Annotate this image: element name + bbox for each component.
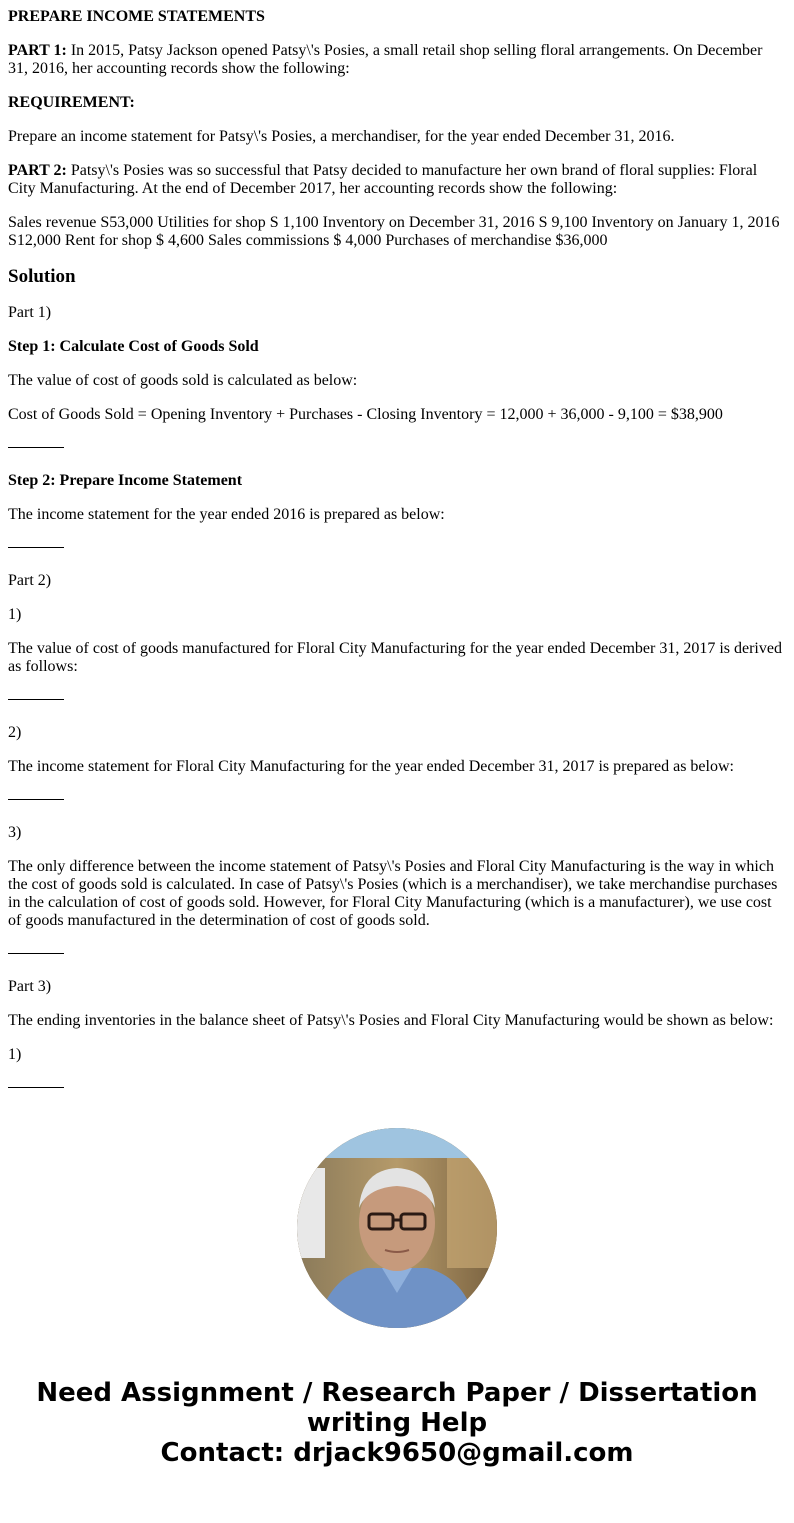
- requirement-text: Prepare an income statement for Patsy\'s Posies, a merchandiser, for the year ended December 31, 2016.: [8, 128, 675, 145]
- divider: [8, 799, 64, 800]
- part2-text: Patsy\'s Posies was so successful that Patsy decided to manufacture her own brand of floral supplies: Floral City Manufacturing. At the end of December 2017, her accounting records show the following:: [8, 162, 758, 197]
- person-portrait-icon: [297, 1128, 497, 1328]
- part2-item2-text: The income statement for Floral City Manufacturing for the year ended December 31, 2017 is prepared as below:: [8, 758, 734, 775]
- part2-item2-label: 2): [8, 724, 22, 741]
- part2-item1-label: 1): [8, 606, 22, 623]
- step1-intro: The value of cost of goods sold is calculated as below:: [8, 372, 358, 389]
- solution-heading: Solution: [8, 266, 76, 287]
- part2-item1-text: The value of cost of goods manufactured for Floral City Manufacturing for the year ended December 31, 2017 is derived as follows:: [8, 640, 782, 675]
- part1-text: In 2015, Patsy Jackson opened Patsy\'s Posies, a small retail shop selling floral arrangements. On December 31, 2016, her accounting records show the following:: [8, 42, 763, 77]
- divider: [8, 547, 64, 548]
- part2-paragraph: [8, 162, 786, 198]
- part2-solution-label: Part 2): [8, 572, 52, 589]
- promo-banner: [0, 1378, 794, 1468]
- promo-line-contact: Contact: drjack9650@gmail.com: [160, 1438, 634, 1468]
- page-title: PREPARE INCOME STATEMENTS: [8, 8, 265, 25]
- step1-formula: Cost of Goods Sold = Opening Inventory + Purchases - Closing Inventory = 12,000 + 36,000 - 9,100 = $38,900: [8, 406, 723, 423]
- divider: [8, 1087, 64, 1088]
- part1-label: PART 1:: [8, 42, 67, 59]
- part1-paragraph: [8, 42, 786, 78]
- divider: [8, 699, 64, 700]
- requirement-label-paragraph: [8, 94, 786, 112]
- part2-label: PART 2:: [8, 162, 67, 179]
- promo-line-help: Need Assignment / Research Paper / Dissertation writing Help: [36, 1378, 758, 1438]
- part3-solution-label: Part 3): [8, 978, 52, 995]
- step1-heading-paragraph: [8, 338, 786, 356]
- avatar-container: [0, 1128, 794, 1328]
- requirement-label: REQUIREMENT:: [8, 94, 135, 111]
- part2-item3-label: 3): [8, 824, 22, 841]
- author-avatar: [297, 1128, 497, 1328]
- divider: [8, 953, 64, 954]
- step2-heading-paragraph: [8, 472, 786, 490]
- part2-item3-text: The only difference between the income statement of Patsy\'s Posies and Floral City Manufacturing is the way in which the cost of goods sold is calculated. In case of Patsy\'s Posies (which is a merchandiser), we take merchandise purchases in the calculation of cost of goods sold. However, for Floral City Manufacturing (which is a manufacturer), we use cost of goods manufactured in the determination of cost of goods sold.: [8, 858, 778, 929]
- divider: [8, 447, 64, 448]
- step2-heading: Step 2: Prepare Income Statement: [8, 472, 243, 489]
- step2-intro: The income statement for the year ended 2016 is prepared as below:: [8, 506, 445, 523]
- step1-heading: Step 1: Calculate Cost of Goods Sold: [8, 338, 259, 355]
- part3-text: The ending inventories in the balance sheet of Patsy\'s Posies and Floral City Manufacturing would be shown as below:: [8, 1012, 774, 1029]
- records-text: Sales revenue S53,000 Utilities for shop S 1,100 Inventory on December 31, 2016 S 9,100 Inventory on January 1, 2016 S12,000 Rent for shop $ 4,600 Sales commissions $ 4,000 Purchases of merchandise $36,000: [8, 214, 780, 249]
- part3-item1-label: 1): [8, 1046, 22, 1063]
- part1-solution-label: Part 1): [8, 304, 52, 321]
